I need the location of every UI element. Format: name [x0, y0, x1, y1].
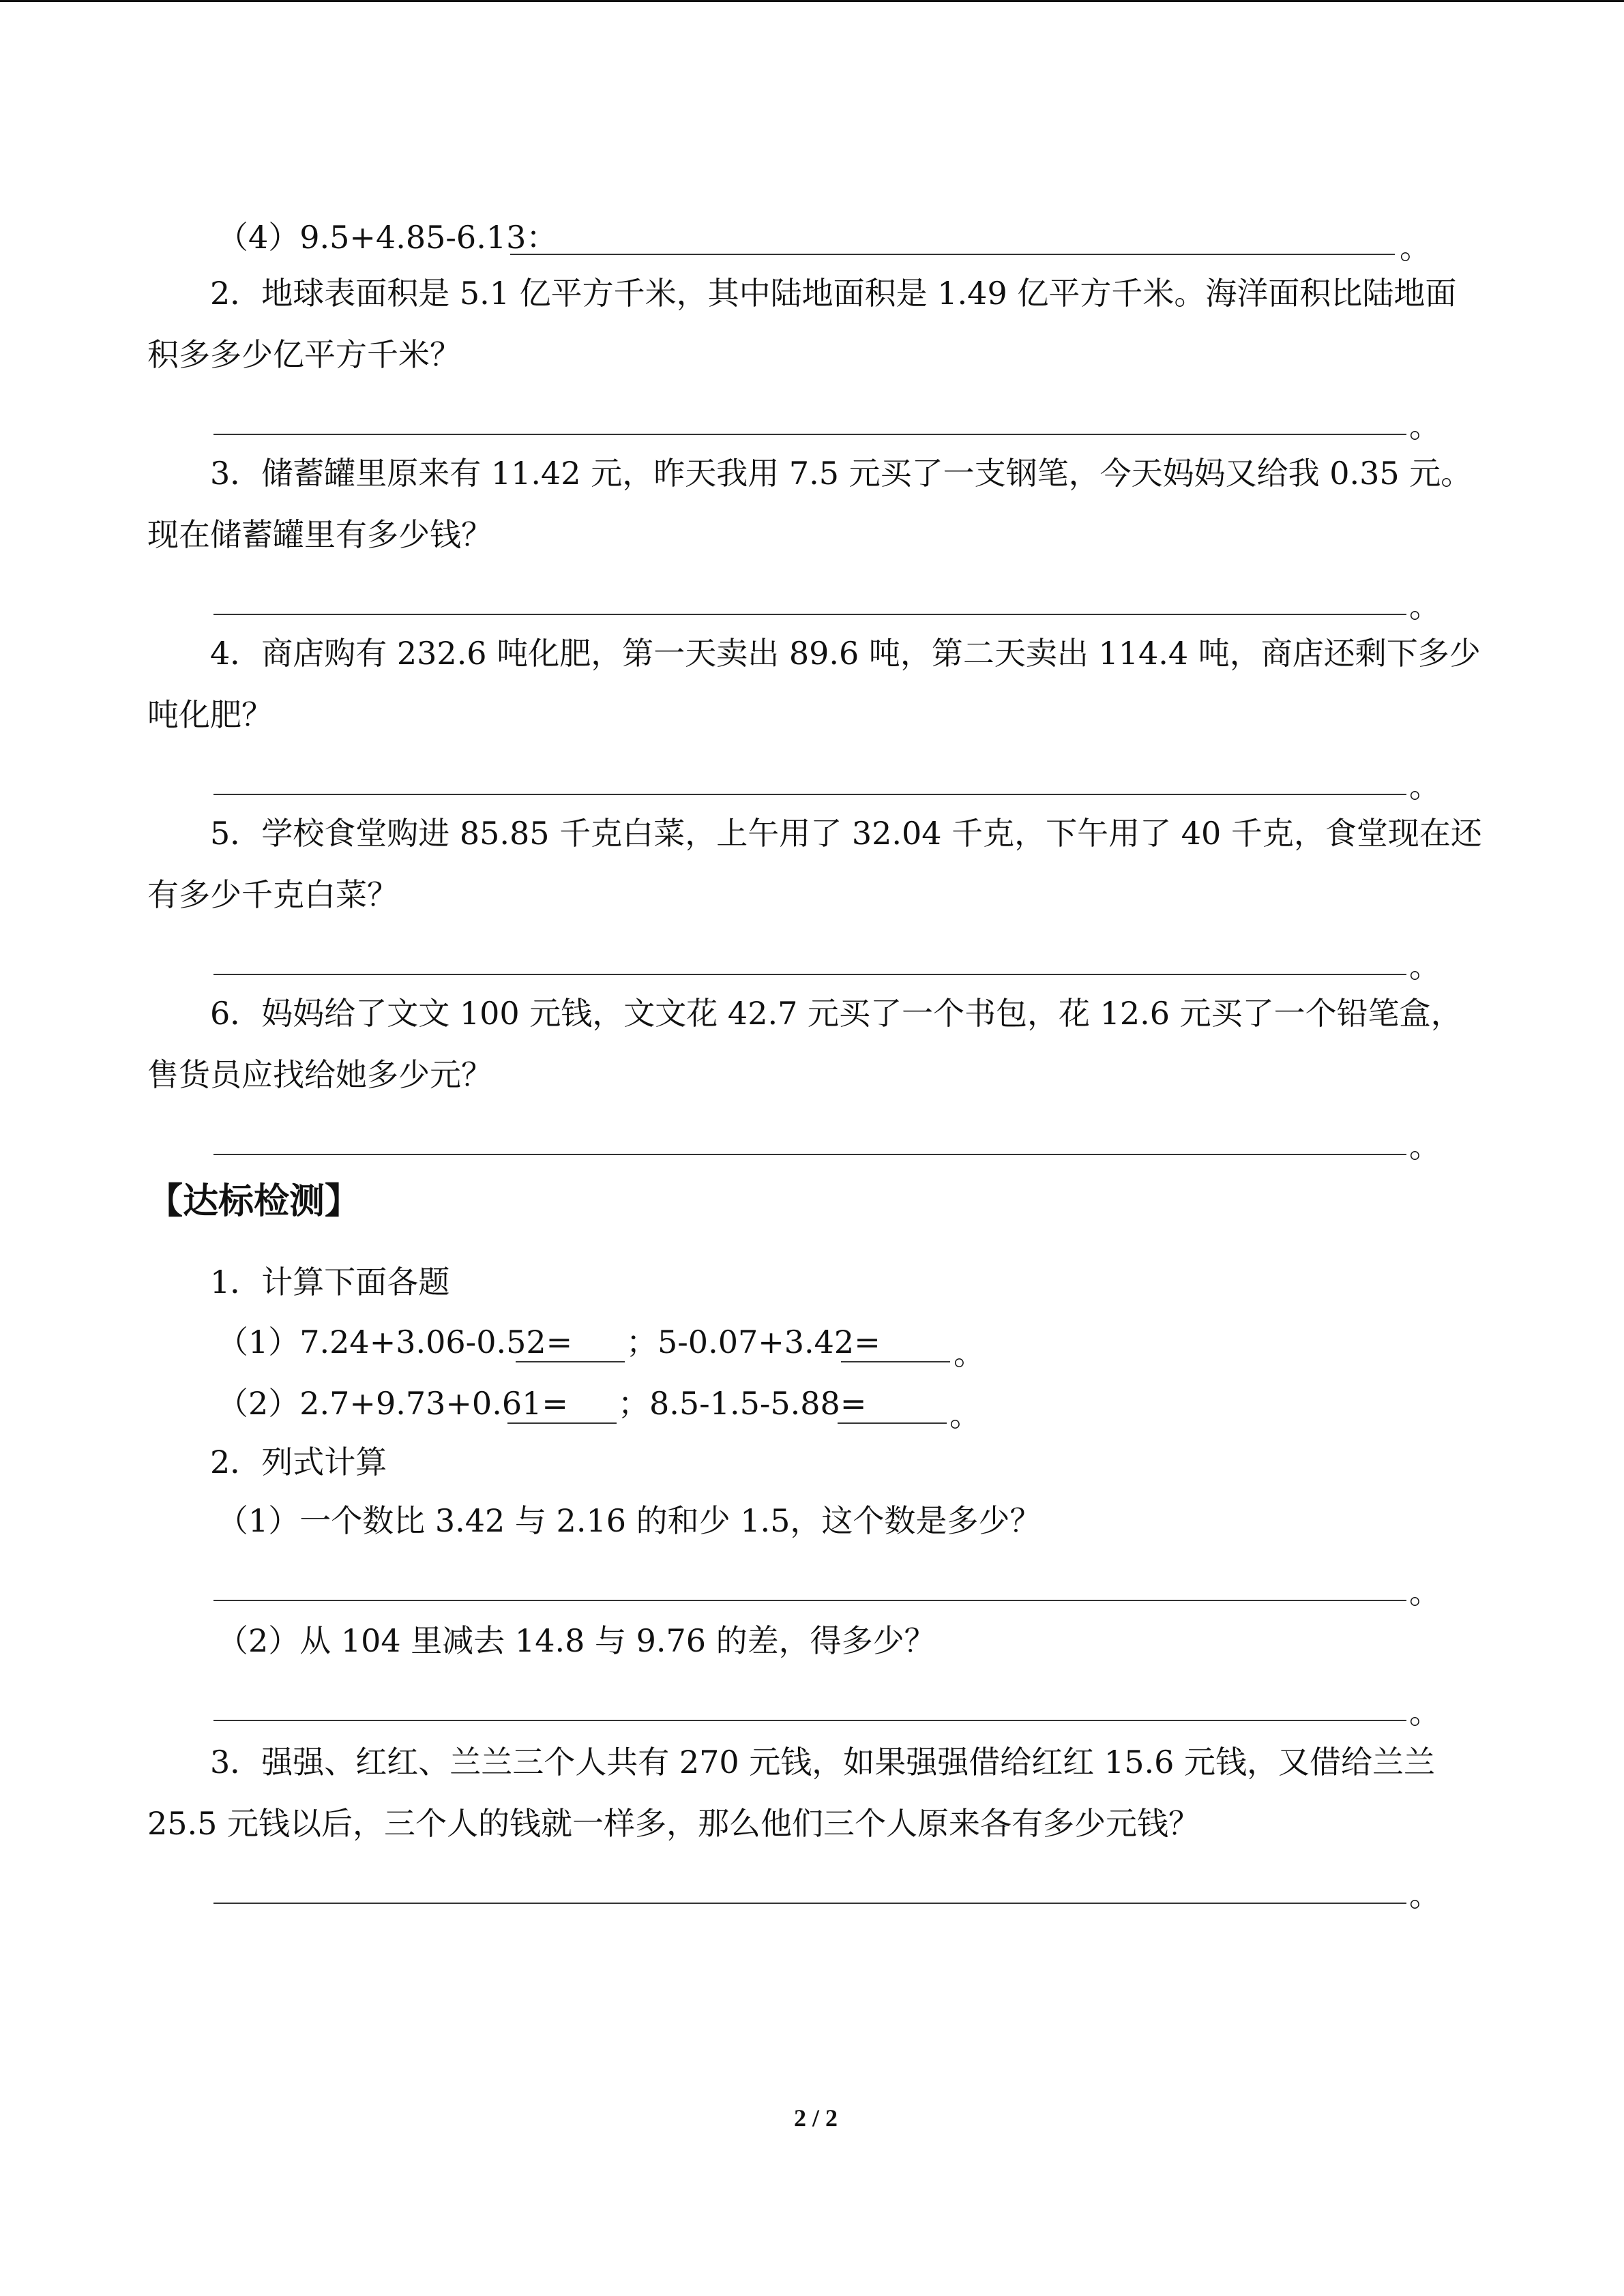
answer-line-test-q2-1[interactable] [213, 1600, 1406, 1601]
period: 。 [949, 1397, 981, 1433]
test-q1-row1-a: （1）7.24+3.06-0.52= [217, 1324, 573, 1360]
q4-line2: 吨化肥？ [147, 696, 273, 733]
answer-line-q3[interactable] [213, 614, 1406, 615]
test-q3-line1: 3．强强、红红、兰兰三个人共有 270 元钱，如果强强借给红红 15.6 元钱，又借给兰兰 [210, 1744, 1435, 1780]
period: 。 [1409, 1128, 1441, 1165]
blank-q1-2a[interactable] [507, 1422, 617, 1424]
q3-line1: 3．储蓄罐里原来有 11.42 元，昨天我用 7.5 元买了一支钢笔，今天妈妈又给我 0.35 元。 [210, 455, 1473, 492]
period: 。 [1409, 588, 1441, 625]
test-q1-row2-sep: ；8.5-1.5-5.88= [618, 1385, 867, 1422]
test-q2-title: 2．列式计算 [210, 1444, 387, 1480]
period: 。 [1409, 1877, 1441, 1913]
answer-line-q4[interactable] [213, 794, 1406, 795]
answer-line-q1-part4[interactable] [510, 254, 1395, 255]
test-q2-part2: （2）从 104 里减去 14.8 与 9.76 的差，得多少？ [217, 1622, 936, 1659]
answer-line-test-q2-2[interactable] [213, 1720, 1406, 1721]
q2-line1: 2．地球表面积是 5.1 亿平方千米，其中陆地面积是 1.49 亿平方千米。海洋面积比陆地面 [210, 275, 1457, 312]
answer-line-test-q3[interactable] [213, 1903, 1406, 1904]
test-q1-title: 1．计算下面各题 [210, 1264, 450, 1300]
answer-line-q5[interactable] [213, 974, 1406, 975]
section-title: 【达标检测】 [147, 1181, 361, 1222]
test-q2-part1: （1）一个数比 3.42 与 2.16 的和少 1.5，这个数是多少？ [217, 1502, 1042, 1539]
period: 。 [954, 1335, 985, 1372]
q1-part4-text: （4）9.5+4.85-6.13： [217, 219, 558, 256]
page-number: 2 / 2 [794, 2104, 838, 2132]
blank-q1-1b[interactable] [841, 1361, 950, 1362]
q4-line1: 4．商店购有 232.6 吨化肥，第一天卖出 89.6 吨，第二天卖出 114.4 吨，商店还剩下多少 [210, 635, 1481, 672]
period: 。 [1400, 229, 1431, 266]
test-q1-row1-sep: ；5-0.07+3.42= [626, 1324, 881, 1360]
q6-line1: 6．妈妈给了文文 100 元钱，文文花 42.7 元买了一个书包，花 12.6 元买了一个铅笔盒， [210, 995, 1462, 1032]
q5-line2: 有多少千克白菜？ [147, 876, 398, 913]
period: 。 [1409, 408, 1441, 445]
blank-q1-2b[interactable] [838, 1422, 947, 1424]
period: 。 [1409, 948, 1441, 985]
top-border [0, 0, 1624, 2]
q6-line2: 售货员应找给她多少元？ [147, 1056, 492, 1093]
q3-line2: 现在储蓄罐里有多少钱？ [147, 516, 492, 553]
q2-line2: 积多多少亿平方千米？ [147, 336, 461, 373]
period: 。 [1409, 768, 1441, 805]
answer-line-q2[interactable] [213, 434, 1406, 435]
test-q1-row2-a: （2）2.7+9.73+0.61= [217, 1385, 568, 1422]
blank-q1-1a[interactable] [516, 1361, 625, 1362]
period: 。 [1409, 1574, 1441, 1611]
answer-line-q6[interactable] [213, 1154, 1406, 1155]
period: 。 [1409, 1694, 1441, 1731]
test-q3-line2: 25.5 元钱以后，三个人的钱就一样多，那么他们三个人原来各有多少元钱？ [147, 1805, 1200, 1842]
q5-line1: 5．学校食堂购进 85.85 千克白菜，上午用了 32.04 千克，下午用了 40 千克，食堂现在还 [210, 815, 1482, 852]
